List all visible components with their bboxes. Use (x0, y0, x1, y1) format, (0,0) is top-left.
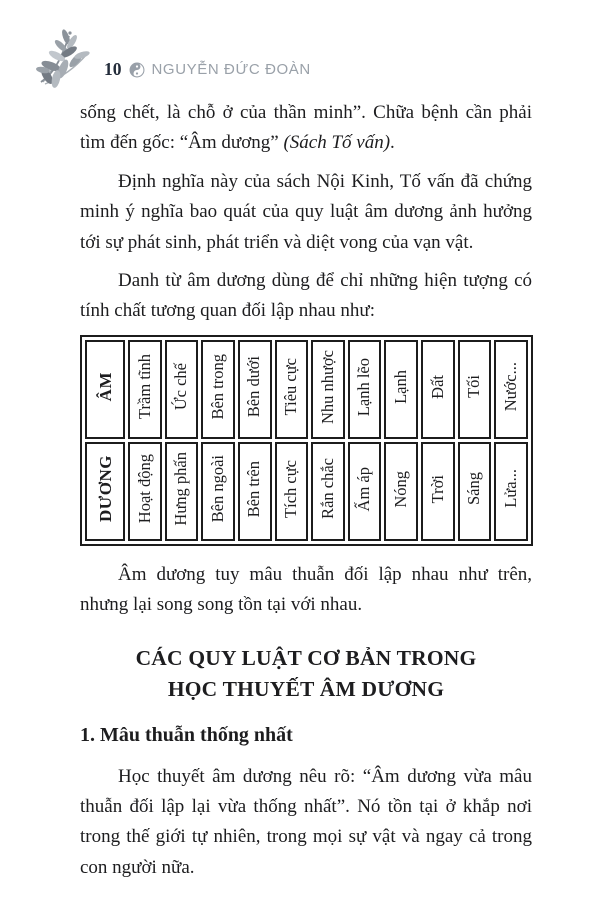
cell-text: Rắn chắc (317, 458, 337, 520)
cell-text: Lửa... (500, 469, 520, 509)
paragraph-continued (80, 98, 532, 159)
citation-italic: (Sách Tố vấn) (283, 132, 391, 154)
paragraph-text: . (390, 132, 395, 154)
cell-text: Lạnh lẽo (354, 357, 374, 416)
cell-text: Trời (427, 474, 447, 503)
page-content (80, 98, 532, 891)
table-cell (201, 340, 235, 439)
chapter-heading-line2: HỌC THUYẾT ÂM DƯƠNG (167, 676, 445, 701)
table-cell (421, 340, 455, 439)
row-header-text: ÂM (95, 372, 115, 402)
table-cell (238, 340, 272, 439)
cell-text: Bên dưới (244, 356, 264, 418)
cell-text: Tích cực (281, 459, 301, 518)
table-cell (201, 442, 235, 541)
yin-yang-icon (129, 62, 145, 78)
cell-text: Bên ngoài (207, 455, 227, 523)
table-cell (384, 340, 418, 439)
cell-text: Hưng phấn (171, 452, 191, 526)
table-cell (494, 340, 528, 439)
paragraph: Danh từ âm dương dùng để chỉ những hiện tượng có tính chất tương quan đối lập nhau như: (80, 270, 532, 322)
cell-text: Tối (464, 375, 484, 399)
cell-text: Hoạt động (134, 454, 154, 524)
table-cell (458, 340, 492, 439)
table-cell (275, 340, 309, 439)
table-row-am (85, 340, 528, 439)
table-cell (275, 442, 309, 541)
page-header (34, 24, 311, 88)
plant-sketch-icon (34, 24, 96, 88)
chapter-heading (80, 643, 532, 705)
cell-text: Lạnh (390, 369, 410, 404)
row-header-cell (85, 442, 125, 541)
table-cell (128, 442, 162, 541)
cell-text: Đất (427, 374, 447, 399)
cell-text: Bên trong (207, 354, 227, 420)
table-cell (238, 442, 272, 541)
row-header-text: DƯƠNG (95, 455, 115, 523)
paragraph-text: sống chết, là chỗ ở của thần minh”. Chữa bệnh cần phải tìm đến gốc: “Âm dương” (80, 102, 532, 154)
paragraph: Học thuyết âm dương nêu rõ: “Âm dương vừa mâu thuẫn đối lập lại vừa thống nhất”. Nó tồn tại ở khắp nơi trong thế giới tự nhiên, trong mọi sự vật và ngay cả trong con người nữa. (80, 765, 532, 878)
running-head (104, 59, 311, 80)
table-row-duong (85, 442, 528, 541)
table-cell (458, 442, 492, 541)
page-number: 10 (104, 59, 122, 79)
cell-text: Ức chế (171, 363, 191, 411)
table-cell (165, 340, 199, 439)
table-cell (494, 442, 528, 541)
am-duong-table (80, 335, 533, 546)
table-cell (165, 442, 199, 541)
cell-text: Tiêu cực (281, 358, 301, 416)
table-cell (421, 442, 455, 541)
cell-text: Nhu nhược (317, 349, 337, 424)
section-heading: 1. Mâu thuẫn thống nhất (80, 723, 293, 746)
cell-text: Nước... (500, 362, 520, 412)
row-header-cell (85, 340, 125, 439)
chapter-heading-line1: CÁC QUY LUẬT CƠ BẢN TRONG (135, 645, 477, 670)
table-cell (128, 340, 162, 439)
paragraph: Định nghĩa này của sách Nội Kinh, Tố vấn đã chứng minh ý nghĩa bao quát của quy luật âm dương ảnh hưởng tới sự phát sinh, phát triển và diệt vong của vạn vật. (80, 170, 532, 253)
am-duong-table-wrap (80, 335, 532, 546)
cell-text: Trầm tĩnh (134, 354, 154, 420)
cell-text: Nóng (390, 470, 410, 508)
table-cell (348, 442, 382, 541)
cell-text: Ấm áp (354, 466, 374, 512)
table-cell (311, 442, 345, 541)
table-cell (384, 442, 418, 541)
table-cell (348, 340, 382, 439)
paragraph: Âm dương tuy mâu thuẫn đối lập nhau như trên, nhưng lại song song tồn tại với nhau. (80, 563, 532, 616)
cell-text: Bên trên (244, 460, 264, 518)
table-cell (311, 340, 345, 439)
author-name: NGUYỄN ĐỨC ĐOÀN (151, 61, 311, 78)
cell-text: Sáng (464, 472, 484, 506)
